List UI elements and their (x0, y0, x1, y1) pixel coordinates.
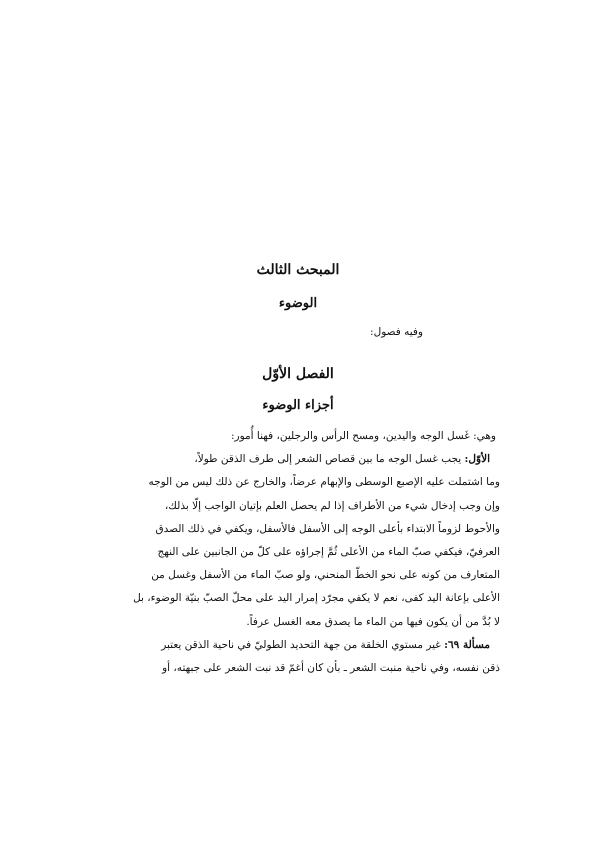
text-line: الأعلى بإعانة اليد كفى، نعم لا يكفي مجرّد إمرار اليد على محلّ الصبّ بنيّة الوضوء، بل (133, 592, 500, 605)
text-line: والأحوط لزوماً الابتداء بأعلى الوجه إلى الأسفل فالأسفل، ويكفي في ذلك الصدق (155, 522, 500, 535)
chapter-subtitle: الوضوء (278, 296, 318, 311)
item-label: الأوّل: (464, 453, 490, 466)
section-subtitle: أجزاء الوضوء (262, 398, 334, 413)
text-line: الأوّل: يجب غسل الوجه ما بين قصاص الشعر إلى طرف الذقن طولاً، (194, 453, 490, 466)
text-line: المتعارف من كونه على نحو الخطّ المنحني، ولو صبّ الماء من الأسفل وغسل من (151, 569, 500, 582)
text-line: وهي: غَسل الوجه واليدين، ومسح الرأس والرجلين، فهنا أُمور: (230, 430, 496, 442)
text-line: العرفيّ، فيكفي صبّ الماء من الأعلى ثُمَّ إجراؤه على كلّ من الجانبين على النهج (157, 546, 500, 559)
text-line: ذقن نفسه، وفي ناحية منبت الشعر ـ بأن كان أغمّ قد نبت الشعر على جبهته، أو (162, 662, 500, 675)
text-line: مسألة ٦٩: غير مستوي الخلقة من جهة التحديد الطوليّ في ناحية الذقن يعتبر (161, 638, 490, 651)
text-line: وما اشتملت عليه الإصبع الوسطى والإبهام عرضاً، والخارج عن ذلك ليس من الوجه (148, 476, 500, 489)
text-line: لا بُدَّ من أن يكون فيها من الماء ما يصدق معه الغسل عرفاً. (246, 615, 500, 628)
body-text (102, 425, 500, 680)
issue-label: مسألة ٦٩: (444, 638, 490, 651)
text-line: وإن وجب إدخال شيء من الأطراف إذا لم يحصل العلم بإتيان الواجب إلّا بذلك، (164, 499, 500, 512)
section-title: الفصل الأوّل (262, 366, 334, 382)
chapter-title: المبحث الثالث (256, 262, 340, 278)
intro-text: وفيه فصول: (370, 326, 423, 338)
